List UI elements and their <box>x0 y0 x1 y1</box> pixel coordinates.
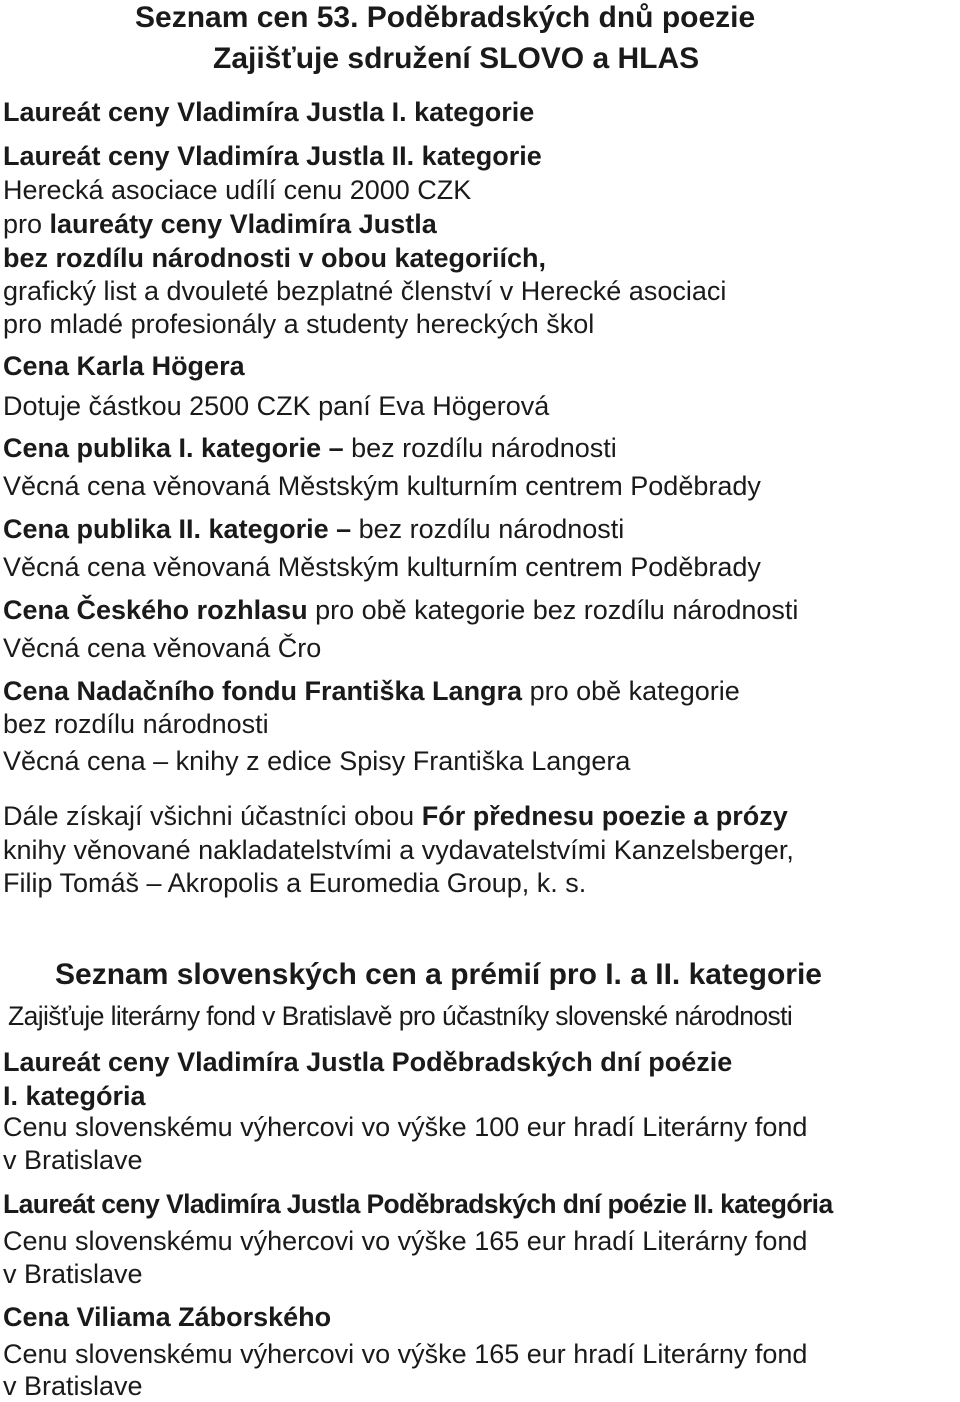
cz-title: Seznam cen 53. Poděbradských dnů poezie <box>135 1 756 34</box>
publika1-text: Věcná cena věnovaná Městským kulturním centrem Poděbrady <box>3 471 761 501</box>
langer-bold: Cena Nadačního fondu Františka Langra <box>3 676 523 706</box>
publika1-rest: bez rozdílu národnosti <box>343 433 617 463</box>
ha-laureates: laureáty ceny Vladimíra Justla <box>49 209 437 239</box>
publika1-heading <box>3 432 617 464</box>
publika2-heading <box>3 513 624 545</box>
ha-line-prefix: pro <box>3 209 50 239</box>
publika2-rest: bez rozdílu národnosti <box>351 514 625 544</box>
ha-line <box>3 208 437 240</box>
ha-line: bez rozdílu národnosti v obou kategoriích, <box>3 243 547 273</box>
dale-prefix: Dále získají všichni účastníci obou <box>3 801 422 831</box>
ha-line: grafický list a dvouleté bezplatné členství v Herecké asociaci <box>3 276 727 306</box>
hoger-heading: Cena Karla Högera <box>3 351 245 381</box>
sk-laureat1-text: Cenu slovenskému výhercovi vo výške 100 eur hradí Literárny fond <box>3 1112 808 1142</box>
publika1-bold: Cena publika I. kategorie – <box>3 433 344 463</box>
publika2-text: Věcná cena věnovaná Městským kulturním centrem Poděbrady <box>3 552 761 582</box>
sk-subtitle: Zajišťuje literárny fond v Bratislavě pro účastníky slovenské národnosti <box>8 1001 793 1031</box>
ha-line: pro mladé profesionály a studenty hereckých škol <box>3 309 595 339</box>
sk-laureat1-category: I. kategória <box>3 1081 146 1111</box>
sk-zaborsky-heading: Cena Viliama Záborského <box>3 1302 332 1332</box>
dale-line: Filip Tomáš – Akropolis a Euromedia Group, k. s. <box>3 868 587 898</box>
cro-text: Věcná cena věnovaná Čro <box>3 633 322 663</box>
langer-heading <box>3 675 740 707</box>
dale-line: knihy věnované nakladatelstvími a vydavatelstvími Kanzelsberger, <box>3 835 794 865</box>
langer-rest: pro obě kategorie <box>522 676 740 706</box>
cro-rest: pro obě kategorie bez rozdílu národnosti <box>307 595 799 625</box>
publika2-bold: Cena publika II. kategorie – <box>3 514 352 544</box>
laureat-cat1-heading: Laureát ceny Vladimíra Justla I. kategorie <box>3 97 535 127</box>
sk-zaborsky-text: v Bratislave <box>3 1371 143 1401</box>
hoger-text: Dotuje částkou 2500 CZK paní Eva Högerová <box>3 391 550 421</box>
langer-line2: bez rozdílu národnosti <box>3 709 269 739</box>
sk-laureat1-text: v Bratislave <box>3 1145 143 1175</box>
sk-title: Seznam slovenských cen a prémií pro I. a II. kategorie <box>55 958 822 991</box>
cro-bold: Cena Českého rozhlasu <box>3 595 308 625</box>
sk-zaborsky-text: Cenu slovenskému výhercovi vo výške 165 eur hradí Literárny fond <box>3 1339 808 1369</box>
ha-line: Herecká asociace udílí cenu 2000 CZK <box>3 175 472 205</box>
sk-laureat2-text: v Bratislave <box>3 1259 143 1289</box>
langer-text: Věcná cena – knihy z edice Spisy Františka Langera <box>3 746 631 776</box>
sk-laureat2-heading: Laureát ceny Vladimíra Justla Poděbradských dní poézie II. kategória <box>3 1189 833 1219</box>
sk-laureat1-heading: Laureát ceny Vladimíra Justla Poděbradských dní poézie <box>3 1047 733 1077</box>
dale-line <box>3 800 788 832</box>
cro-heading <box>3 594 798 626</box>
cz-subtitle: Zajišťuje sdružení SLOVO a HLAS <box>213 42 700 75</box>
laureat-cat2-heading: Laureát ceny Vladimíra Justla II. kategorie <box>3 141 542 171</box>
sk-laureat2-text: Cenu slovenskému výhercovi vo výške 165 eur hradí Literárny fond <box>3 1226 808 1256</box>
dale-forum: Fór přednesu poezie a prózy <box>421 801 788 831</box>
